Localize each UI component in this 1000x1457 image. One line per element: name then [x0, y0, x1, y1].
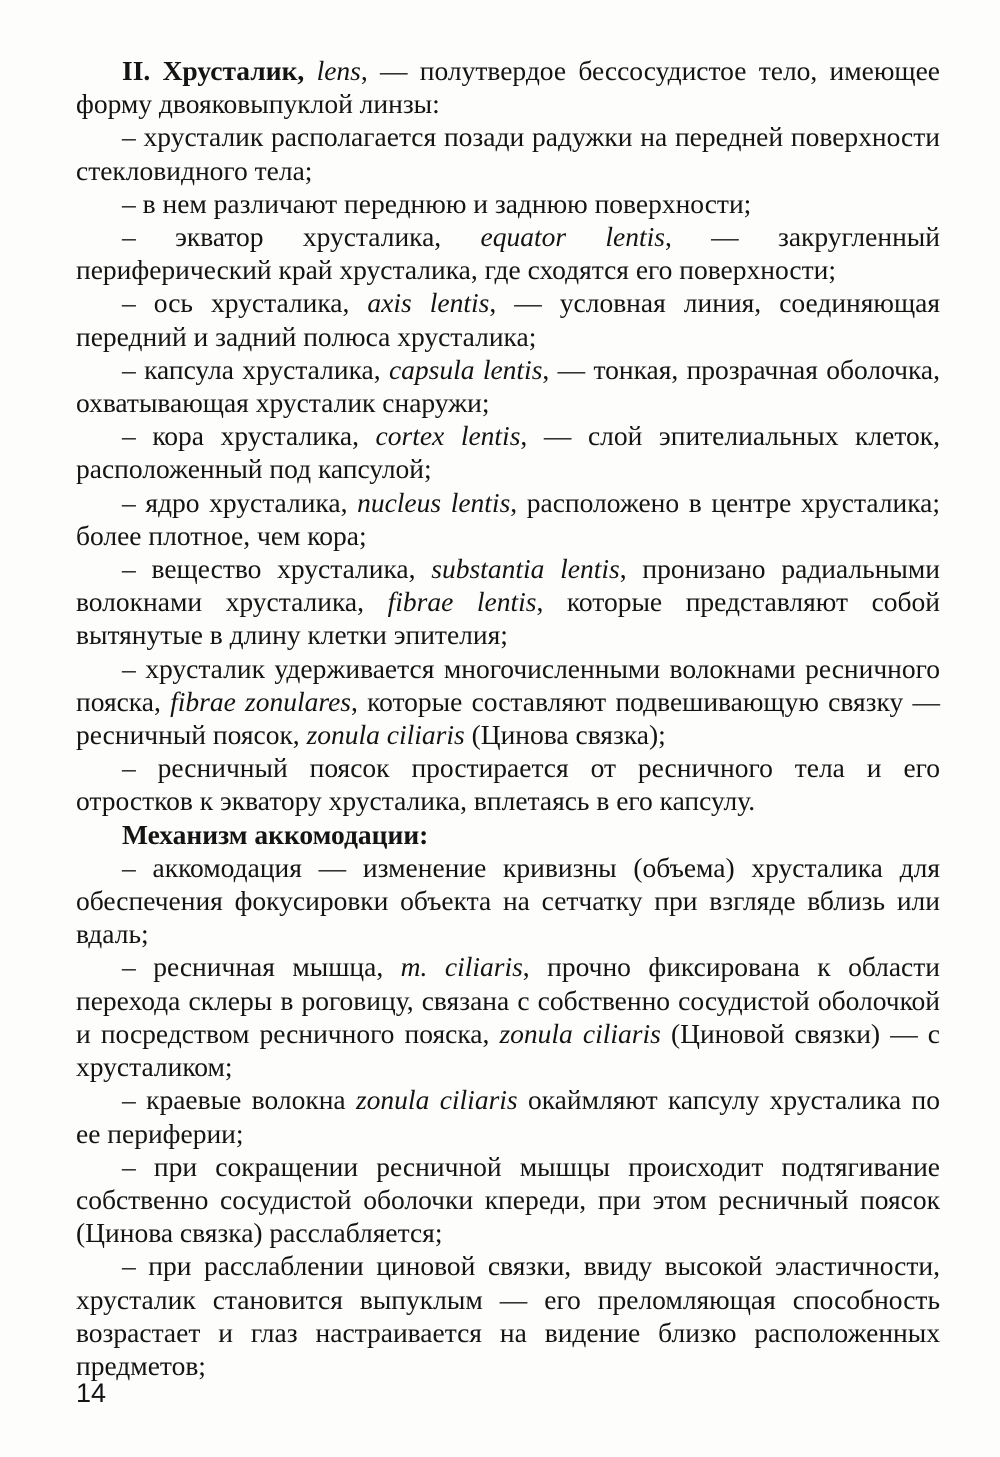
- latin-term: m. ciliaris: [400, 951, 523, 983]
- list-item: – ось хрусталика, axis lentis, — условная линия, соединяющая передний и задний полюса хрусталика;: [76, 287, 941, 352]
- intro-paragraph: II. Хрусталик, lens, — полутвердое бессосудистое тело, имеющее форму двояковыпуклой линзы:: [76, 55, 941, 120]
- list-item: – хрусталик удерживается многочисленными волокнами ресничного пояска, fibrae zonulares, которые составляют подвешивающую связку — ресничный поясок, zonula ciliaris (Цинова связка);: [76, 652, 940, 751]
- list-item: – при расслаблении циновой связки, ввиду высокой эластичности, хрусталик становится выпуклым — его преломляющая способность возрастает и глаз настраивается на видение близко расположенных предметов;: [76, 1250, 940, 1381]
- page-number: 14: [76, 1378, 107, 1408]
- list-item: – кора хрусталика, cortex lentis, — слой эпителиальных клеток, расположенный под капсулой;: [76, 420, 940, 485]
- list-item: – ядро хрусталика, nucleus lentis, расположено в центре хрусталика; более плотное, чем кора;: [76, 486, 941, 551]
- list-item: – капсула хрусталика, capsula lentis, — тонкая, прозрачная оболочка, охватывающая хрусталик снаружи;: [76, 353, 940, 419]
- list-item: – экватор хрусталика, equator lentis, — закругленный периферический край хрусталика, где сходятся его поверхности;: [76, 221, 940, 286]
- latin-term: fibrae lentis: [387, 586, 537, 618]
- latin-term: capsula lentis: [388, 353, 543, 385]
- latin-term: cortex lentis: [375, 420, 521, 452]
- list-item: – хрусталик располагается позади радужки на передней поверхности стекловидного тела;: [76, 121, 940, 186]
- latin-term: substantia lentis: [431, 553, 620, 585]
- latin-term: zonula ciliaris: [306, 719, 465, 751]
- list-item: – ресничная мышца, m. ciliaris, прочно фиксирована к области перехода склеры в роговицу, связана с собственно сосудистой оболочкой и посредством ресничного пояска, zonula ciliaris (Циновой связки) — с хрусталиком;: [76, 951, 940, 1083]
- section-term: Хрусталик,: [162, 55, 305, 86]
- latin-term: zonula ciliaris: [499, 1017, 661, 1049]
- list-item: – в нем различают переднюю и заднюю поверхности;: [122, 187, 752, 219]
- list-item: – краевые волокна zonula ciliaris окаймляют капсулу хрусталика по ее периферии;: [76, 1084, 940, 1149]
- body-text: [76, 54, 940, 1382]
- list-item: – ресничный поясок простирается от ресничного тела и его отростков к экватору хрусталика, вплетаясь в его капсулу.: [76, 752, 940, 817]
- list-item: – аккомодация — изменение кривизны (объема) хрусталика для обеспечения фокусировки объекта на сетчатку при взгляде вблизь или вдаль;: [76, 851, 940, 950]
- latin-term: zonula ciliaris: [355, 1084, 518, 1116]
- latin-term: fibrae zonulares: [170, 685, 351, 717]
- latin-term: equator lentis: [480, 221, 665, 253]
- latin-term: lens: [316, 55, 361, 86]
- latin-term: axis lentis: [367, 287, 490, 319]
- list-item: – вещество хрусталика, substantia lentis, пронизано радиальными волокнами хрусталика, fibrae lentis, которые представляют собой вытянутые в длину клетки эпителия;: [76, 553, 941, 651]
- latin-term: nucleus lentis: [357, 486, 511, 518]
- section-number: II.: [122, 55, 151, 86]
- section-heading: Механизм аккомодации:: [122, 818, 429, 850]
- list-item: – при сокращении ресничной мышцы происходит подтягивание собственно сосудистой оболочки кпереди, при этом ресничный поясок (Цинова связка) расслабляется;: [76, 1150, 940, 1249]
